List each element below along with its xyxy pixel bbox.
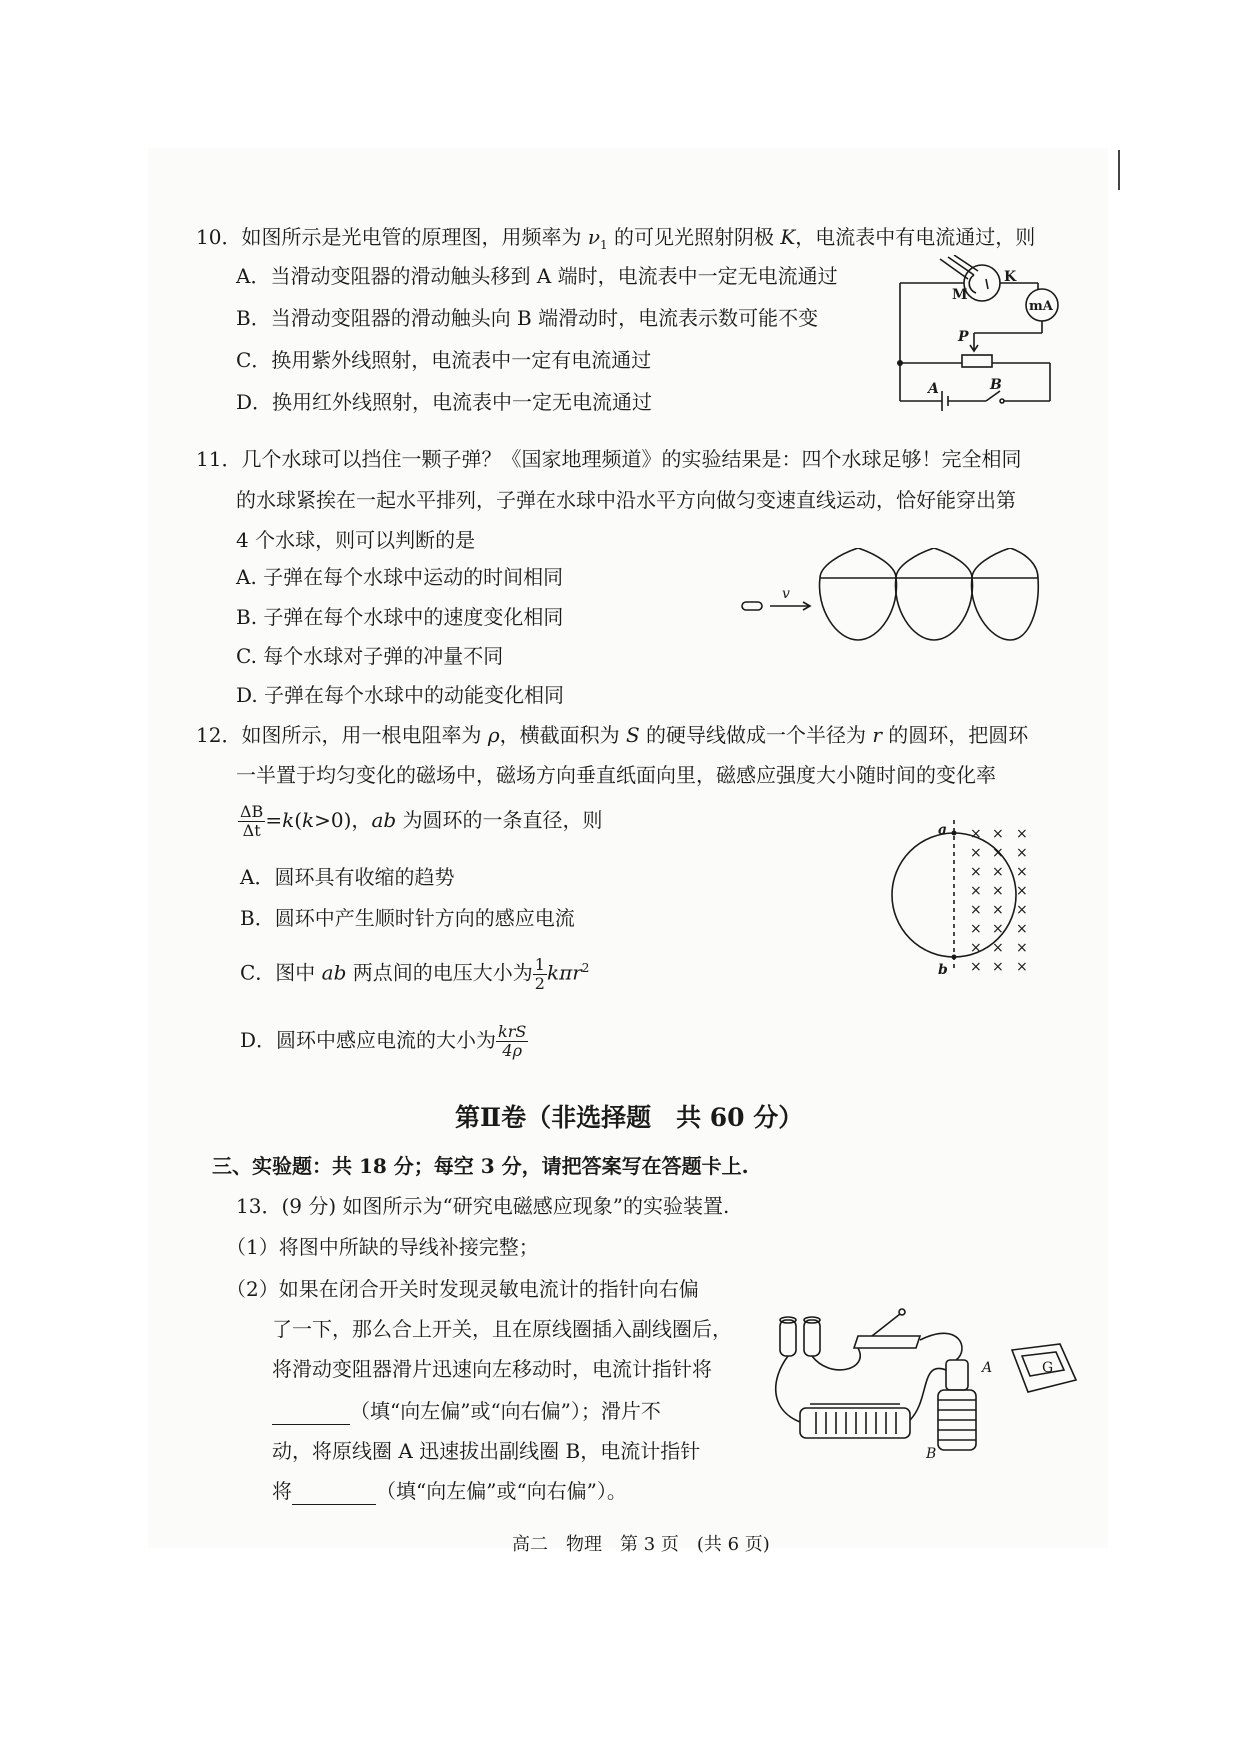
electromagnetic-induction-apparatus-figure [760, 1300, 1080, 1460]
field-x-mark: × [970, 902, 982, 918]
q12-stem-line2: 一半置于均匀变化的磁场中，磁场方向垂直纸面向里，磁感应强度大小随时间的变化率 [236, 763, 996, 787]
q11-stem-line2: 的水球紧挨在一起水平排列，子弹在水球中沿水平方向做匀变速直线运动，恰好能穿出第 [236, 488, 1016, 512]
answer-blank-1[interactable] [272, 1398, 350, 1425]
label-k: K [1004, 269, 1017, 285]
rate-fraction: $\frac{\Delta B}{\Delta t}$ [240, 802, 264, 840]
q12-option-a: A．圆环具有收缩的趋势 [240, 865, 455, 889]
label-a: A [928, 381, 939, 397]
q11-option-d: D. 子弹在每个水球中的动能变化相同 [236, 683, 565, 707]
field-x-mark: × [1016, 940, 1028, 956]
label-b: B [990, 377, 1002, 393]
field-x-mark: × [992, 845, 1004, 861]
q12-stem-line3: $\frac{\Delta B}{\Delta t}$ =k(k>0)，ab 为圆环的一条直径，则 [240, 802, 603, 840]
field-x-mark: × [992, 826, 1004, 842]
q13-sub1: （1）将图中所缺的导线补接完整； [226, 1235, 539, 1259]
field-x-mark: × [1016, 845, 1028, 861]
label-galvanometer: G [1042, 1360, 1054, 1376]
q13-sub2-line1: （2）如果在闭合开关时发现灵敏电流计的指针向右偏 [226, 1277, 699, 1301]
q12-option-d: D．圆环中感应电流的大小为 $\frac{\text{krS}}{4\rho}$ [240, 1022, 527, 1060]
field-x-mark: × [992, 902, 1004, 918]
field-x-mark: × [970, 921, 982, 937]
part2-title: 第Ⅱ卷（非选择题 共 60 分） [455, 1103, 804, 1132]
q13-sub2-line2: 了一下，那么合上开关，且在原线圈插入副线圈后， [272, 1317, 732, 1341]
q10-option-b: B．当滑动变阻器的滑动触头向 B 端滑动时，电流表示数可能不变 [236, 306, 819, 330]
q12-option-b: B．圆环中产生顺时针方向的感应电流 [240, 906, 575, 930]
field-x-mark: × [1016, 921, 1028, 937]
field-x-mark: × [992, 940, 1004, 956]
q13-sub2-line3: 将滑动变阻器滑片迅速向左移动时，电流计指针将 [272, 1357, 712, 1381]
label-v: v [782, 586, 790, 602]
field-x-mark: × [992, 883, 1004, 899]
q10-option-a: A．当滑动变阻器的滑动触头移到 A 端时，电流表中一定无电流通过 [236, 264, 838, 288]
q11-stem-line3: 4 个水球，则可以判断的是 [236, 528, 476, 552]
field-x-mark: × [970, 883, 982, 899]
field-x-mark: × [970, 826, 982, 842]
field-x-mark: × [970, 864, 982, 880]
field-x-mark: × [992, 864, 1004, 880]
page-edge-mark [1118, 150, 1120, 190]
q11-option-b: B. 子弹在每个水球中的速度变化相同 [236, 605, 564, 629]
q13-stem: 13．(9 分) 如图所示为“研究电磁感应现象”的实验装置. [236, 1194, 730, 1218]
label-a: a [938, 822, 948, 838]
q11-option-c: C. 每个水球对子弹的冲量不同 [236, 644, 504, 668]
field-x-mark: × [992, 959, 1004, 975]
q11-option-a: A. 子弹在每个水球中运动的时间相同 [236, 565, 564, 589]
q13-sub2-line5: 动，将原线圈 A 迅速拔出副线圈 B，电流计指针 [272, 1439, 701, 1463]
label-b: b [938, 962, 948, 978]
ring-magnetic-field-figure [880, 800, 1040, 990]
label-m: M [952, 287, 968, 303]
q13-sub2-line4: （填“向左偏”或“向右偏”）；滑片不 [272, 1398, 661, 1425]
phototube-circuit-figure [890, 255, 1070, 415]
field-x-mark: × [1016, 959, 1028, 975]
field-x-mark: × [992, 921, 1004, 937]
q11-stem-line1: 11．几个水球可以挡住一颗子弹？《国家地理频道》的实验结果是：四个水球足够！完全相同 [196, 447, 1022, 471]
label-ma: mA [1029, 299, 1053, 314]
answer-blank-2[interactable] [292, 1478, 376, 1505]
field-x-mark: × [970, 959, 982, 975]
field-x-mark: × [1016, 864, 1028, 880]
page-footer: 高二 物理 第 3 页 (共 6 页) [512, 1534, 770, 1555]
field-x-mark: × [970, 940, 982, 956]
q10-option-d: D．换用红外线照射，电流表中一定无电流通过 [236, 390, 653, 414]
q12-option-c: C．图中 ab 两点间的电压大小为 $\frac{1}{2}$ kπr$^2$ [240, 954, 590, 993]
field-x-mark: × [1016, 902, 1028, 918]
field-x-mark: × [1016, 883, 1028, 899]
q12-stem-line1: 12．如图所示，用一根电阻率为 ρ，横截面积为 S 的硬导线做成一个半径为 r 的圆环，把圆环 [196, 723, 1029, 747]
q10-option-c: C．换用紫外线照射，电流表中一定有电流通过 [236, 348, 652, 372]
field-x-mark: × [970, 845, 982, 861]
q13-sub2-line6: 将 （填“向左偏”或“向右偏”）。 [272, 1479, 627, 1503]
label-coil-a: A [982, 1360, 993, 1376]
label-p: P [958, 329, 969, 345]
section3-heading: 三、实验题：共 18 分；每空 3 分，请把答案写在答题卡上. [212, 1154, 749, 1178]
water-balls-figure [740, 548, 1040, 648]
label-coil-b: B [926, 1446, 937, 1460]
q10-stem: 10．如图所示是光电管的原理图，用频率为 $\nu_1$ 的可见光照射阴极 K，电流表中有电流通过，则 [196, 225, 1036, 252]
field-x-mark: × [1016, 826, 1028, 842]
